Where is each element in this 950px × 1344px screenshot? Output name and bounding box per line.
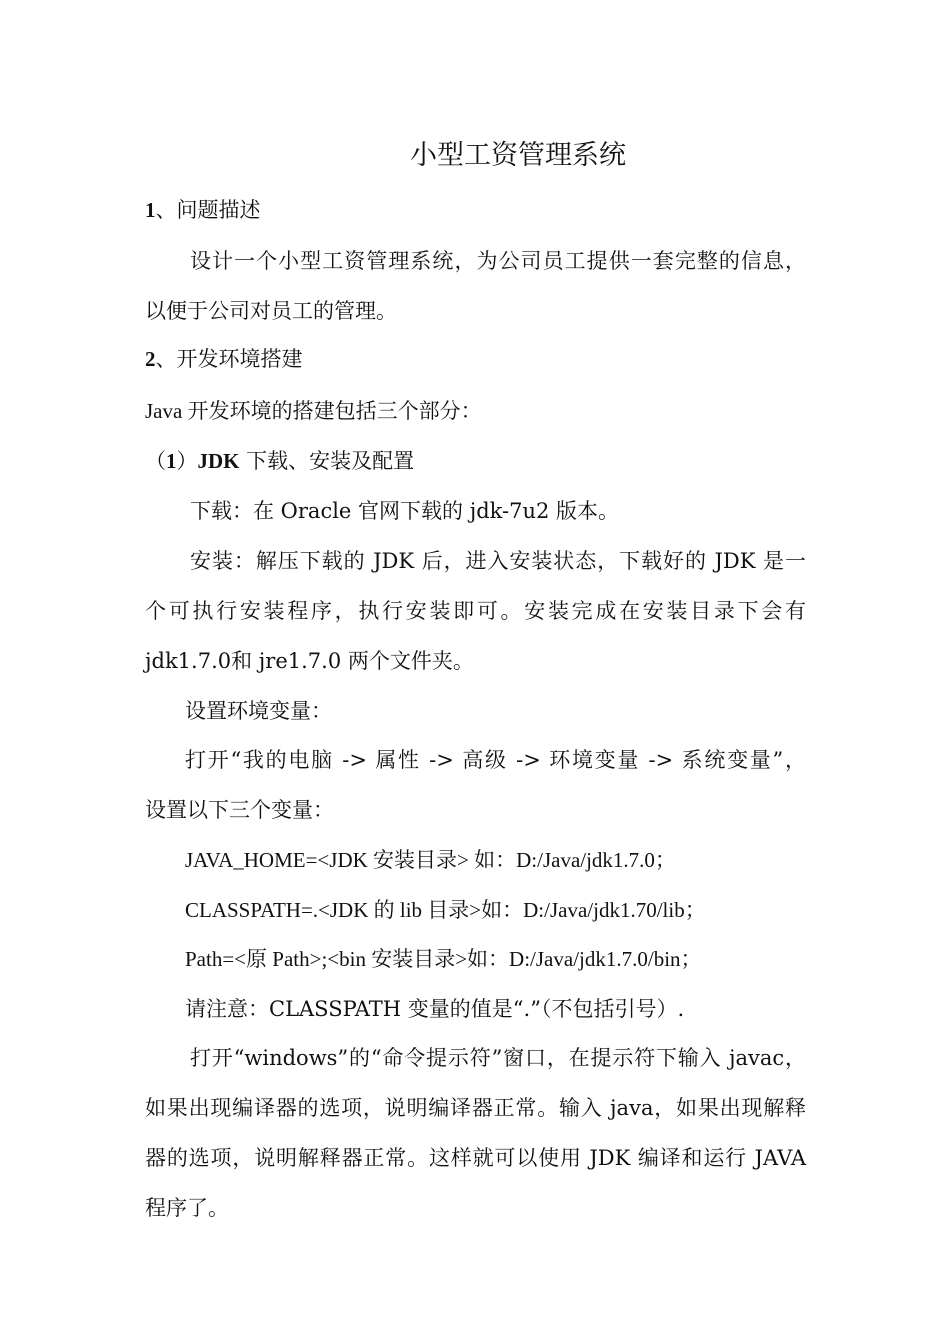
section-1-number: 1 bbox=[145, 198, 156, 222]
test-line-1: 打开“windows”的“命令提示符”窗口，在提示符下输入 javac， bbox=[190, 1046, 806, 1070]
env-heading: 设置环境变量： bbox=[185, 699, 332, 723]
section-1-paragraph-line-1: 设计一个小型工资管理系统，为公司员工提供一套完整的信息， bbox=[190, 249, 806, 273]
download-line: 下载：在 Oracle 官网下载的 jdk-7u2 版本。 bbox=[190, 499, 620, 523]
subsection-1-heading bbox=[145, 446, 414, 476]
classpath-note: 请注意：CLASSPATH 变量的值是“.”（不包括引号）. bbox=[185, 997, 685, 1021]
install-line-1: 安装：解压下载的 JDK 后，进入安装状态，下载好的 JDK 是一 bbox=[190, 549, 806, 573]
path-line: Path=<原 Path>;<bin 安装目录>如：D:/Java/jdk1.7.0/bin； bbox=[185, 947, 702, 971]
test-line-3: 器的选项，说明解释器正常。这样就可以使用 JDK 编译和运行 JAVA bbox=[145, 1146, 806, 1170]
subsection-1-open-paren: （ bbox=[145, 449, 166, 473]
section-2-number: 2 bbox=[145, 347, 156, 371]
subsection-1-rest: 下载、安装及配置 bbox=[239, 449, 415, 473]
install-line-3: jdk1.7.0和 jre1.7.0 两个文件夹。 bbox=[145, 649, 474, 673]
install-line-2: 个可执行安装程序，执行安装即可。安装完成在安装目录下会有 bbox=[145, 599, 806, 623]
section-1-paragraph-line-2: 以便于公司对员工的管理。 bbox=[145, 299, 397, 323]
subsection-1-jdk: JDK bbox=[197, 449, 240, 473]
classpath-line: CLASSPATH=.<JDK 的 lib 目录>如：D:/Java/jdk1.70/lib； bbox=[185, 898, 706, 922]
open-system-vars-line-1: 打开“我的电脑 -> 属性 -> 高级 -> 环境变量 -> 系统变量”， bbox=[185, 748, 806, 772]
section-2-intro: Java 开发环境的搭建包括三个部分： bbox=[145, 399, 482, 423]
subsection-1-number: 1 bbox=[166, 449, 177, 473]
open-system-vars-line-2: 设置以下三个变量： bbox=[145, 798, 334, 822]
section-1-heading-text: 、问题描述 bbox=[155, 198, 261, 222]
test-line-4: 程序了。 bbox=[145, 1196, 229, 1220]
section-1-heading bbox=[145, 195, 261, 225]
section-2-heading bbox=[145, 344, 303, 374]
subsection-1-close-paren: ） bbox=[176, 449, 198, 473]
section-2-heading-text: 、开发环境搭建 bbox=[155, 347, 303, 371]
document-title: 小型工资管理系统 bbox=[410, 140, 626, 171]
java-home-line: JAVA_HOME=<JDK 安装目录> 如：D:/Java/jdk1.7.0； bbox=[185, 848, 676, 872]
test-line-2: 如果出现编译器的选项，说明编译器正常。输入 java，如果出现解释 bbox=[145, 1096, 806, 1120]
